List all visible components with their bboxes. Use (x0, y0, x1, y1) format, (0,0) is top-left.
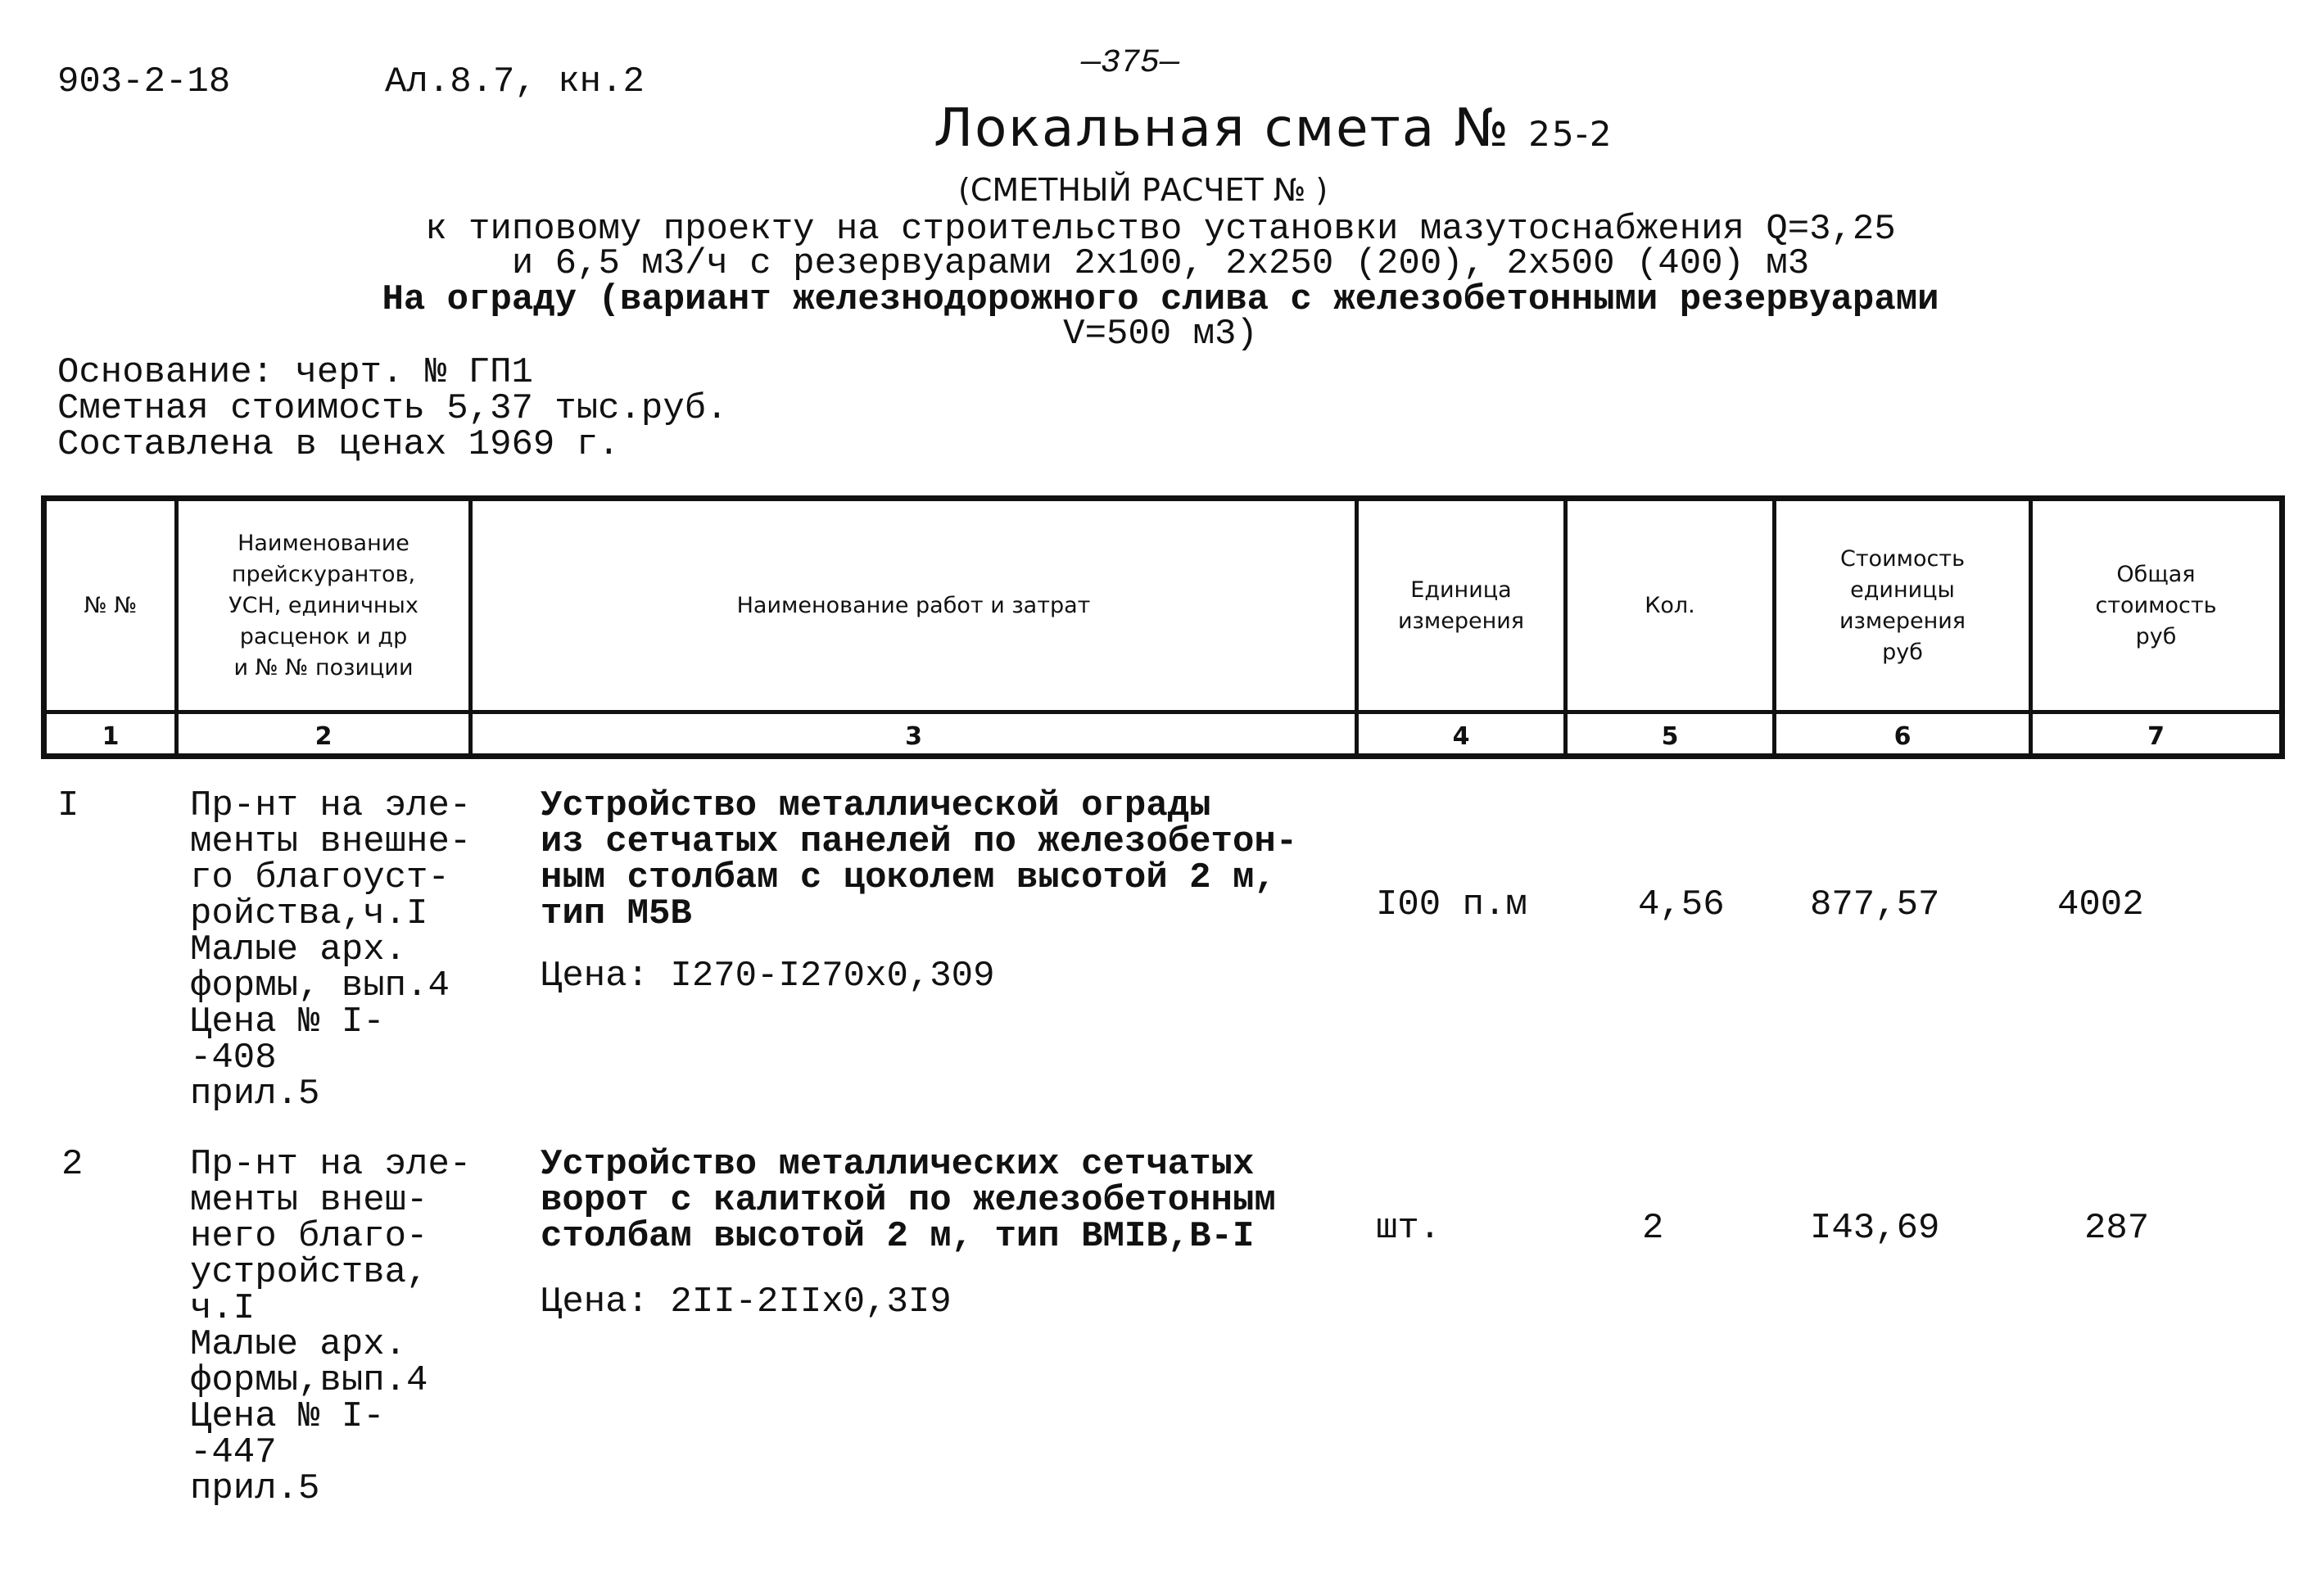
column-header-total: Общая стоимость руб (2095, 561, 2217, 649)
subtitle: (СМЕТНЫЙ РАСЧЕТ № ) (958, 172, 1328, 208)
column-header-work: Наименование работ и затрат (736, 592, 1091, 618)
column-number: 6 (1893, 721, 1912, 751)
project-line-1: к типовому проекту на строительство установки мазутоснабжения Q=3,25 (425, 209, 1896, 250)
column-header-number: № № (84, 592, 138, 618)
project-line-4: V=500 м3) (1063, 314, 1258, 355)
sheet-reference: Ал.8.7, кн.2 (385, 61, 645, 102)
project-line-2: и 6,5 м3/ч с резервуарами 2х100, 2х250 (200), 2х500 (400) м3 (511, 243, 1810, 284)
row-price-formula: Цена: 2II-2IIх0,3I9 (541, 1282, 952, 1322)
row-source: Пр-нт на эле- менты внеш- него благо- устройства, ч.I Малые арх. формы,вып.4 Цена № I- -447 прил.5 (190, 1144, 472, 1509)
column-number: 1 (102, 721, 120, 751)
column-number: 3 (905, 721, 922, 751)
prices-line: Составлена в ценах 1969 г. (57, 424, 620, 465)
column-number: 4 (1452, 721, 1470, 751)
row-quantity: 4,56 (1638, 884, 1725, 925)
column-header-qty: Кол. (1645, 592, 1695, 618)
row-description: Устройство металлических сетчатых ворот с калиткой по железобетонным столбам высотой 2 м, тип ВМIВ,В-I (541, 1144, 1276, 1257)
column-header-unit-cost: Стоимость единицы измерения руб (1839, 545, 1966, 665)
row-unit: шт. (1376, 1208, 1441, 1249)
row-unit: I00 п.м (1376, 884, 1527, 925)
header-divider (47, 710, 2279, 714)
row-quantity: 2 (1642, 1208, 1664, 1249)
title-number: 25-2 (1528, 114, 1613, 154)
cost-line: Сметная стоимость 5,37 тыс.руб. (57, 388, 728, 429)
column-number: 7 (2147, 721, 2165, 751)
column-number: 2 (314, 721, 333, 751)
row-description: Устройство металлической ограды из сетчатых панелей по железобетон- ным столбам с цоколем высотой 2 м, тип М5В (541, 785, 1298, 934)
document-code: 903-2-18 (57, 61, 231, 102)
page-number: —375— (1081, 45, 1180, 82)
row-number: 2 (61, 1144, 84, 1185)
project-line-3: На ограду (вариант железнодорожного слива с железобетонными резервуарами (382, 279, 1939, 320)
basis-line: Основание: черт. № ГП1 (57, 352, 533, 393)
row-number: I (57, 785, 79, 826)
row-price-formula: Цена: I270-I270х0,309 (541, 956, 995, 997)
row-source: Пр-нт на эле- менты внешне- го благоуст- ройства,ч.I Малые арх. формы, вып.4 Цена № I- -408 прил.5 (190, 785, 472, 1114)
row-total: 4002 (2057, 884, 2144, 925)
column-header-unit: Единица измерения (1397, 576, 1525, 634)
row-total: 287 (2084, 1208, 2150, 1249)
column-header-source: Наименование прейскурантов, УСН, единичных расценок и др и № № позиции (228, 530, 419, 680)
row-unit-cost: I43,69 (1810, 1208, 1940, 1249)
column-number: 5 (1661, 721, 1679, 751)
page-title (934, 98, 1613, 159)
table-header (41, 495, 2285, 759)
row-unit-cost: 877,57 (1810, 884, 1940, 925)
title-text: Локальная смета № (934, 98, 1510, 159)
